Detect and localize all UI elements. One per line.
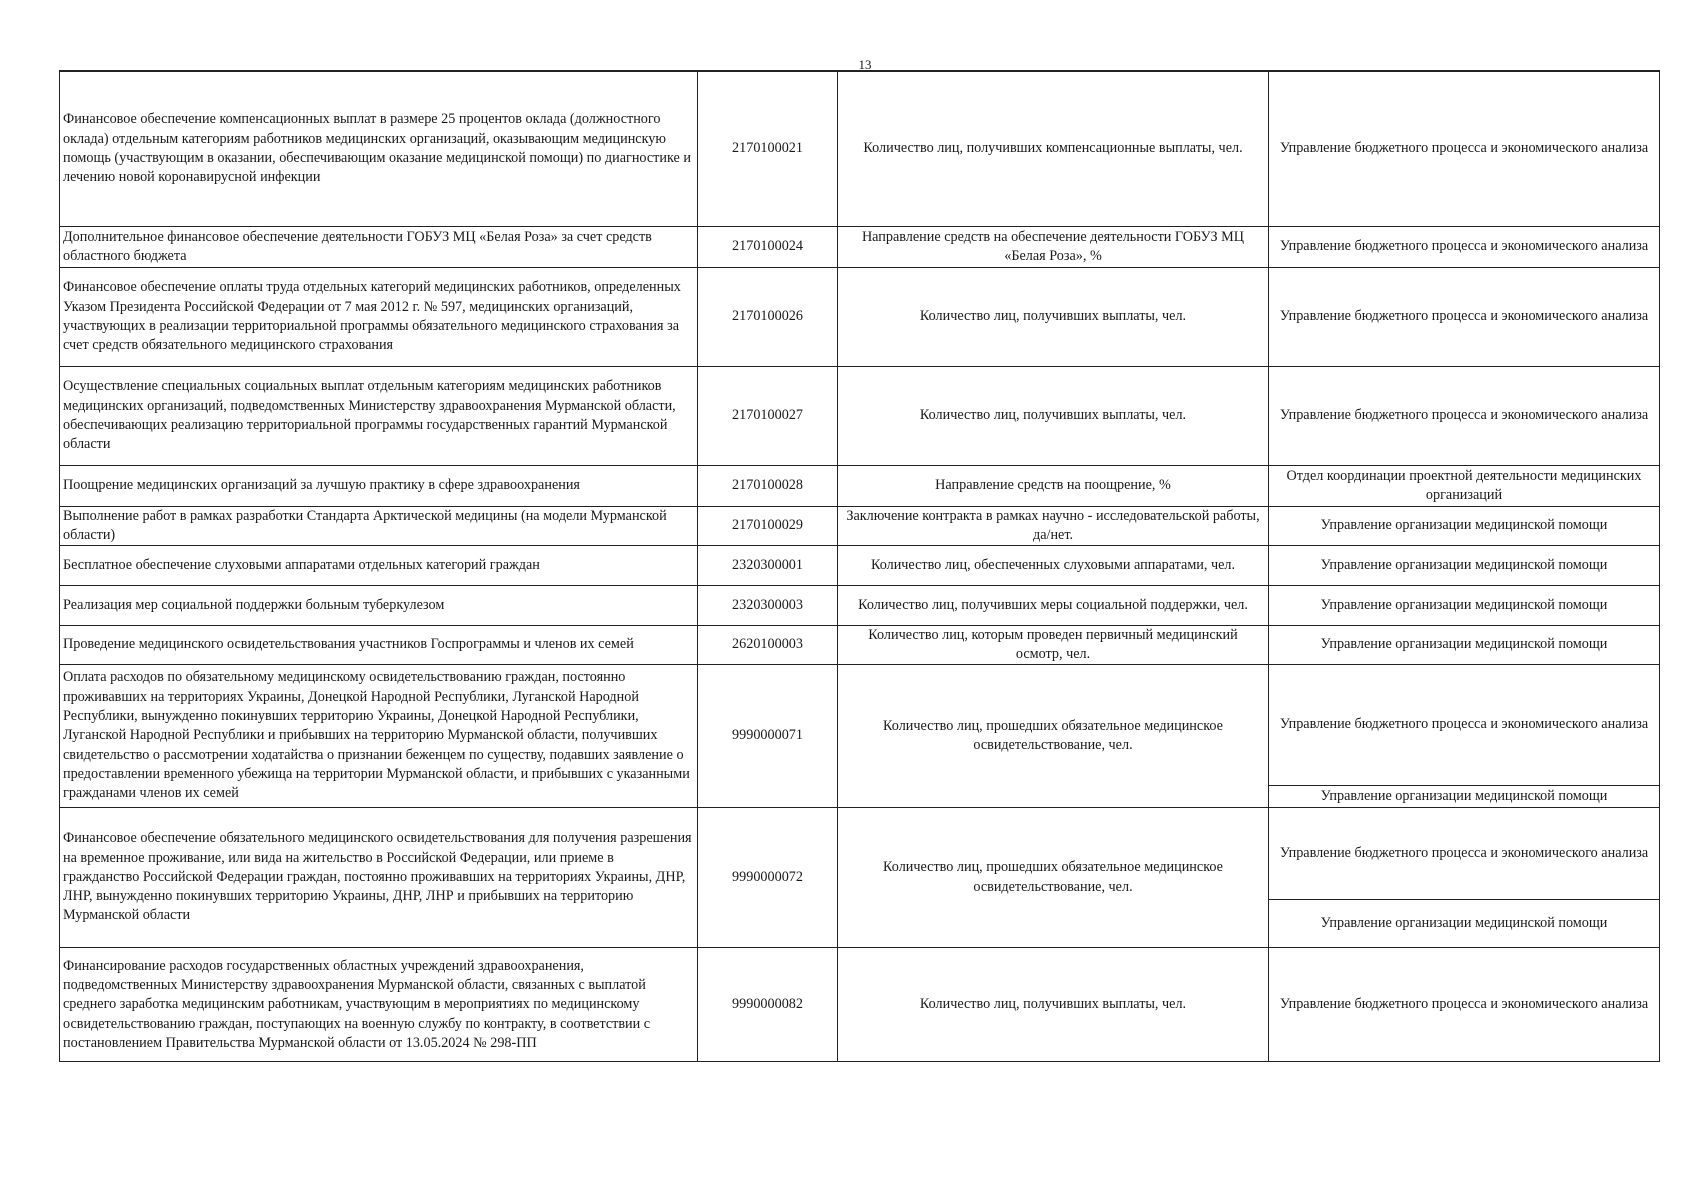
table-cell-code: 2170100029 xyxy=(732,517,803,534)
table-cell-indicator: Количество лиц, получивших компенсационные выплаты, чел. xyxy=(863,140,1243,157)
table-cell-indicator: Количество лиц, получивших выплаты, чел. xyxy=(919,308,1187,325)
table-cell-indicator: Заключение контракта в рамках научно - исследовательской работы, да/нет. xyxy=(846,507,1260,543)
table-cell-responsible: Управление организации медицинской помощи xyxy=(1320,636,1608,653)
table-cell-name: Реализация мер социальной поддержки больным туберкулезом xyxy=(63,596,445,613)
page-number: 13 xyxy=(858,57,872,72)
table-cell-indicator: Количество лиц, прошедших обязательное медицинское освидетельствование, чел. xyxy=(883,859,1223,895)
table-cell-indicator: Количество лиц, получивших выплаты, чел. xyxy=(919,407,1187,424)
table-cell-code: 2170100021 xyxy=(732,140,803,157)
table-cell-code: 2320300001 xyxy=(732,556,803,573)
table-cell-name: Выполнение работ в рамках разработки Стандарта Арктической медицины (на модели Мурманской области) xyxy=(63,507,667,543)
table-cell-code: 9990000071 xyxy=(732,727,803,744)
table-cell-indicator: Количество лиц, которым проведен первичный медицинский осмотр, чел. xyxy=(868,626,1238,662)
table-cell-responsible: Управление организации медицинской помощи xyxy=(1320,556,1608,573)
table-cell-name: Поощрение медицинских организаций за лучшую практику в сфере здравоохранения xyxy=(63,477,580,494)
table-cell-responsible: Управление организации медицинской помощи xyxy=(1320,787,1608,804)
table-cell-name: Оплата расходов по обязательному медицинскому освидетельствованию граждан, постоянно проживавших на территориях Украины, Донецкой Народной Республики, Луганской Народной Республики, вынужденно покинувших территорию Украины, Донецкой Народной Республики, Луганской Народной Республики и прибывших на территорию Мурманской области, получивших свидетельство о рассмотрении ходатайства о признании беженцем по существу, подавших заявление о предоставлении временного убежища на территории Мурманской области, и прибывших с указанными гражданами членов их семей xyxy=(63,669,690,802)
table-cell-name: Финансовое обеспечение компенсационных выплат в размере 25 процентов оклада (должностного оклада) отдельным категориям работников медицинских организаций, оказывающим медицинскую помощь (участвующим в оказании, обеспечивающим оказание медицинской помощи) по диагностике и лечению новой коронавирусной инфекции xyxy=(63,111,691,186)
table-cell-code: 2170100024 xyxy=(732,238,803,255)
table-cell-indicator: Количество лиц, обеспеченных слуховыми аппаратами, чел. xyxy=(870,556,1236,573)
table-cell-indicator: Направление средств на обеспечение деятельности ГОБУЗ МЦ «Белая Роза», % xyxy=(861,228,1245,264)
table-cell-code: 2170100028 xyxy=(732,477,803,494)
table-cell-indicator: Количество лиц, прошедших обязательное медицинское освидетельствование, чел. xyxy=(883,717,1223,753)
table-cell-responsible: Отдел координации проектной деятельности медицинских организаций xyxy=(1286,467,1642,503)
table-cell-code: 2170100027 xyxy=(732,407,803,424)
table-cell-responsible: Управление бюджетного процесса и экономического анализа xyxy=(1279,140,1649,157)
table-cell-name: Бесплатное обеспечение слуховыми аппаратами отдельных категорий граждан xyxy=(63,556,540,573)
table-cell-responsible: Управление организации медицинской помощи xyxy=(1320,596,1608,613)
table-cell-indicator: Направление средств на поощрение, % xyxy=(935,477,1171,494)
table-cell-responsible: Управление организации медицинской помощи xyxy=(1320,914,1608,931)
table-cell-responsible: Управление бюджетного процесса и экономического анализа xyxy=(1279,716,1649,733)
table-cell-name: Финансовое обеспечение оплаты труда отдельных категорий медицинских работников, определенных Указом Президента Российской Федерации от 7 мая 2012 г. № 597, медицинских организаций, участвующих в реализации территориальной программы обязательного медицинского страхования за счет средств обязательного медицинского страхования xyxy=(63,279,681,354)
table-cell-name: Финансирование расходов государственных областных учреждений здравоохранения, подведомственных Министерству здравоохранения Мурманской области, связанных с выплатой среднего заработка медицинским работникам, участвующим в мероприятиях по медицинскому освидетельствованию граждан, поступающих на военную службу по контракту, в соответствии с постановлением Правительства Мурманской области от 13.05.2024 № 298-ПП xyxy=(63,957,651,1051)
table-cell-responsible: Управление бюджетного процесса и экономического анализа xyxy=(1279,407,1649,424)
table-cell-name: Финансовое обеспечение обязательного медицинского освидетельствования для получения разрешения на временное проживание, или вида на жительство в Российской Федерации, или приеме в гражданство Российской Федерации граждан, постоянно проживавших на территориях Украины, ДНР, ЛНР, вынужденно покинувших территорию Украины, ДНР, ЛНР и прибывших на территорию Мурманской области xyxy=(63,830,692,924)
table-cell-code: 9990000072 xyxy=(732,868,803,885)
table-cell-responsible: Управление бюджетного процесса и экономического анализа xyxy=(1279,996,1649,1013)
table-cell-responsible: Управление бюджетного процесса и экономического анализа xyxy=(1279,844,1649,861)
measures-table xyxy=(59,70,1660,1062)
table-cell-name: Осуществление специальных социальных выплат отдельным категориям медицинских работников медицинских организаций, подведомственных Министерству здравоохранения Мурманской области, обеспечивающих реализацию территориальной программы государственных гарантий Мурманской области xyxy=(63,378,676,453)
table-cell-responsible: Управление бюджетного процесса и экономического анализа xyxy=(1279,308,1649,325)
table-cell-responsible: Управление организации медицинской помощи xyxy=(1320,517,1608,534)
table-cell-code: 2620100003 xyxy=(732,636,803,653)
table-cell-name: Проведение медицинского освидетельствования участников Госпрограммы и членов их семей xyxy=(63,636,634,653)
table-cell-name: Дополнительное финансовое обеспечение деятельности ГОБУЗ МЦ «Белая Роза» за счет средств областного бюджета xyxy=(63,228,652,264)
table-cell-responsible: Управление бюджетного процесса и экономического анализа xyxy=(1279,238,1649,255)
table-cell-indicator: Количество лиц, получивших выплаты, чел. xyxy=(919,996,1187,1013)
table-cell-indicator: Количество лиц, получивших меры социальной поддержки, чел. xyxy=(858,596,1248,613)
table-cell-code: 2170100026 xyxy=(732,308,803,325)
table-cell-code: 2320300003 xyxy=(732,596,803,613)
table-cell-code: 9990000082 xyxy=(732,996,803,1013)
